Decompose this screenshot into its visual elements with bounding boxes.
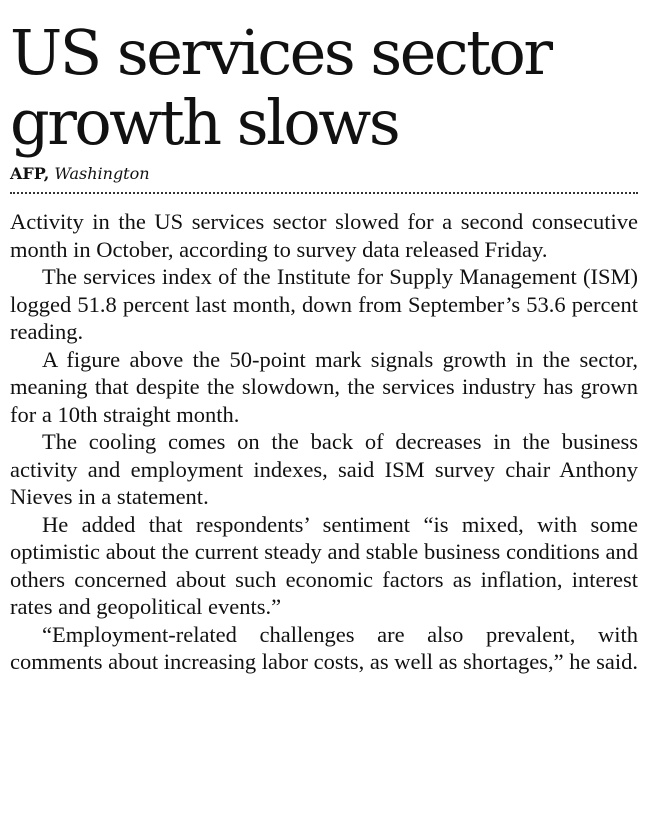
byline-agency: AFP, <box>10 164 50 183</box>
paragraph-4: The cooling comes on the back of decreases in the business activity and employment indexes, said ISM survey chair Anthony Nieves in a statement. <box>10 429 638 509</box>
headline <box>10 18 638 158</box>
paragraph-6: “Employment-related challenges are also prevalent, with comments about increasing labor costs, as well as shortages,” he said. <box>10 621 638 674</box>
byline <box>10 165 638 183</box>
paragraph-3: A figure above the 50-point mark signals growth in the sector, meaning that despite the slowdown, the services industry has grown for a 10th straight month. <box>10 346 638 427</box>
article-body <box>10 208 638 676</box>
paragraph-2: The services index of the Institute for Supply Management (ISM) logged 51.8 percent last month, down from September’s 53.6 percent reading. <box>10 264 638 344</box>
headline-line-1: US services sector <box>10 16 551 89</box>
byline-dateline: Washington <box>54 164 150 183</box>
paragraph-1: Activity in the US services sector slowed for a second consecutive month in October, according to survey data released Friday. <box>10 209 638 262</box>
headline-line-2: growth slows <box>10 86 399 159</box>
dotted-divider <box>10 192 638 194</box>
news-article <box>10 18 638 676</box>
paragraph-5: He added that respondents’ sentiment “is mixed, with some optimistic about the current steady and stable business conditions and others concerned about such economic factors as inflation, interest rates and geopolitical events.” <box>10 511 638 619</box>
